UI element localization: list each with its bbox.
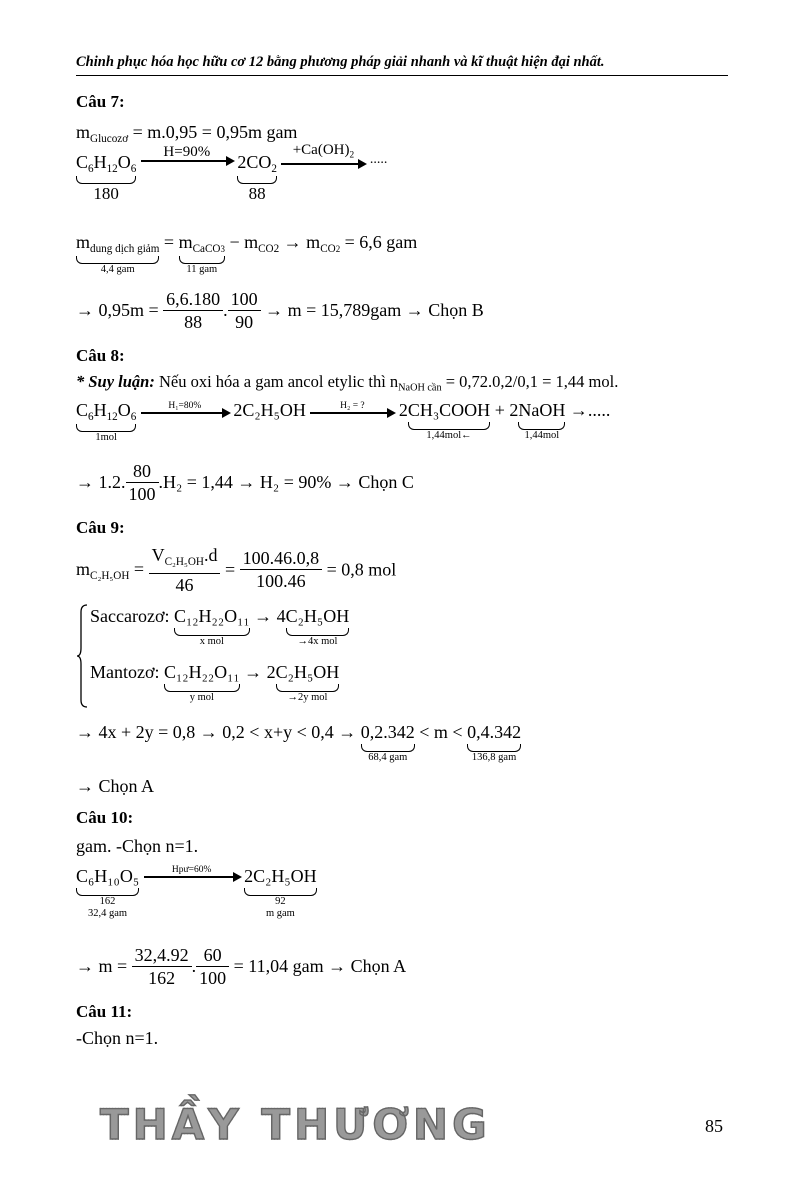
- arrow-caoh2: $+Ca(OH)_2$: [281, 142, 365, 165]
- q7-mass-balance: $m_{dung dịch giảm}$ 4,4 gam = $m_{CaCO3}$ 11 gam − $m_{CO2} \to m_{CO2} = 6,6$ gam: [76, 232, 418, 275]
- q9-maltose-line: Mantozơ: C₁₂H₂₂O₁₁ y mol → 2 C₂H₅OH →2y mol: [90, 662, 340, 703]
- q8-reasoning: * Suy luận: Nếu oxi hóa a gam ancol etylic thì $n_{NaOH cần} = 0,72.0,2/0,1 = 1,44$ mol.: [76, 372, 619, 394]
- q7-line-glucose-mass: $m_{Glucozơ} = m.0,95 = 0,95m$ gam: [76, 122, 298, 145]
- q9-ethanol-moles: $m_{C_2H_5OH}$ = $\frac{V_{C_2H_5OH}.d}{46}$ = $\frac{100.46.0,8}{100.46}$ = 0,8 mol: [76, 545, 397, 595]
- running-header: Chinh phục hóa học hữu cơ 12 bằng phương pháp giải nhanh và kĩ thuật hiện đại nhất.: [76, 54, 728, 76]
- q7-reaction-line: $C_6H_{12}O_6$ 180 H=90% $2CO_2$ 88 $+Ca(OH)_2$ .....: [76, 142, 388, 203]
- q9-choice: → Chọn A: [76, 776, 155, 796]
- q10-intro: gam. -Chọn n=1.: [76, 836, 199, 856]
- arrow-h90: H=90%: [141, 144, 233, 162]
- q9-inequality: → 4x + 2y = 0,8 → 0,2 < x+y < 0,4 → 0,2.342 68,4 gam < m < 0,4.342 136,8 gam: [76, 722, 522, 763]
- q10-reaction-line: C₆H₁₀O₅ 162 32,4 gam Hpư=60% 2C₂H₅OH 92 m gam: [76, 865, 317, 919]
- q8-reaction-line: $C_6H_{12}O_6$ 1mol H₁=80% 2C₂H₅OH H₂ = ? 2 CH₃COOH 1,44mol← + 2 NaOH 1,44mol →.....: [76, 400, 611, 443]
- question-8-title: Câu 8:: [76, 346, 125, 365]
- question-10-title: Câu 10:: [76, 808, 134, 827]
- q8-calculation: → 1.2. $\frac{80}{100}$ .H₂ = 1,44 → H₂ = 90% → Chọn C: [76, 461, 414, 504]
- glucose-formula: $C_6H_{12}O_6$ 180: [76, 152, 137, 203]
- q10-calculation: → m = $\frac{32,4.92}{162}$ . $\frac{60}{100}$ = 11,04 gam → Chọn A: [76, 945, 407, 988]
- brand-logo: THẦY THƯƠNG: [100, 1100, 491, 1149]
- q9-saccharose-line: Saccarozơ: C₁₂H₂₂O₁₁ x mol → 4 C₂H₅OH →4x mol: [90, 606, 350, 647]
- page-number: 85: [705, 1116, 723, 1136]
- system-brace: [76, 604, 88, 708]
- co2-product: $2CO_2$ 88: [237, 152, 277, 203]
- q7-calculation: → 0,95m = $\frac{6,6.180}{88}$ . $\frac{100}{90}$ → m = 15,789gam → Chọn B: [76, 289, 484, 332]
- question-9-title: Câu 9:: [76, 518, 125, 537]
- question-11-title: Câu 11:: [76, 1002, 133, 1021]
- q11-text: -Chọn n=1.: [76, 1028, 159, 1048]
- question-7-title: Câu 7:: [76, 92, 125, 111]
